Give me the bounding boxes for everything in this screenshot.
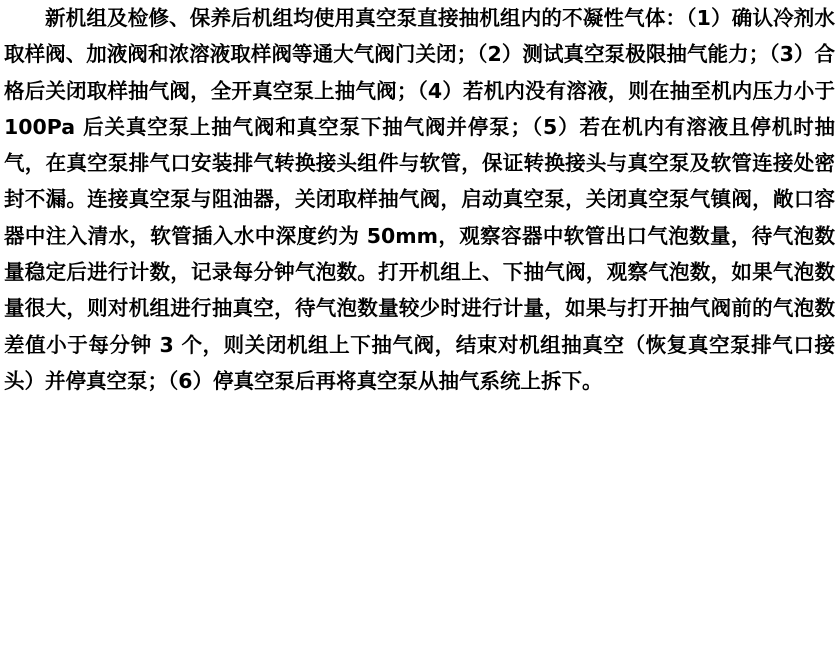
procedure-paragraph: 新机组及检修、保养后机组均使用真空泵直接抽机组内的不凝性气体：（1）确认冷剂水取样阀、加液阀和浓溶液取样阀等通大气阀门关闭；（2）测试真空泵极限抽气能力；（3）合格后关闭取样抽气阀，全开真空泵上抽气阀；（4）若机内没有溶液，则在抽至机内压力小于 100Pa 后关真空泵上抽气阀和真空泵下抽气阀并停泵；（5）若在机内有溶液且停机时抽气，在真空泵排气口安装排气转换接头组件与软管，保证转换接头与真空泵及软管连接处密封不漏。连接真空泵与阻油器，关闭取样抽气阀，启动真空泵，关闭真空泵气镇阀，敞口容器中注入清水，软管插入水中深度约为 50mm，观察容器中软管出口气泡数量，待气泡数量稳定后进行计数，记录每分钟气泡数。打开机组上、下抽气阀，观察气泡数，如果气泡数量很大，则对机组进行抽真空，待气泡数量较少时进行计量，如果与打开抽气阀前的气泡数差值小于每分钟 3 个，则关闭机组上下抽气阀，结束对机组抽真空（恢复真空泵排气口接头）并停真空泵；（6）停真空泵后再将真空泵从抽气系统上拆下。: [4, 6, 835, 393]
document-body: [4, 0, 835, 399]
